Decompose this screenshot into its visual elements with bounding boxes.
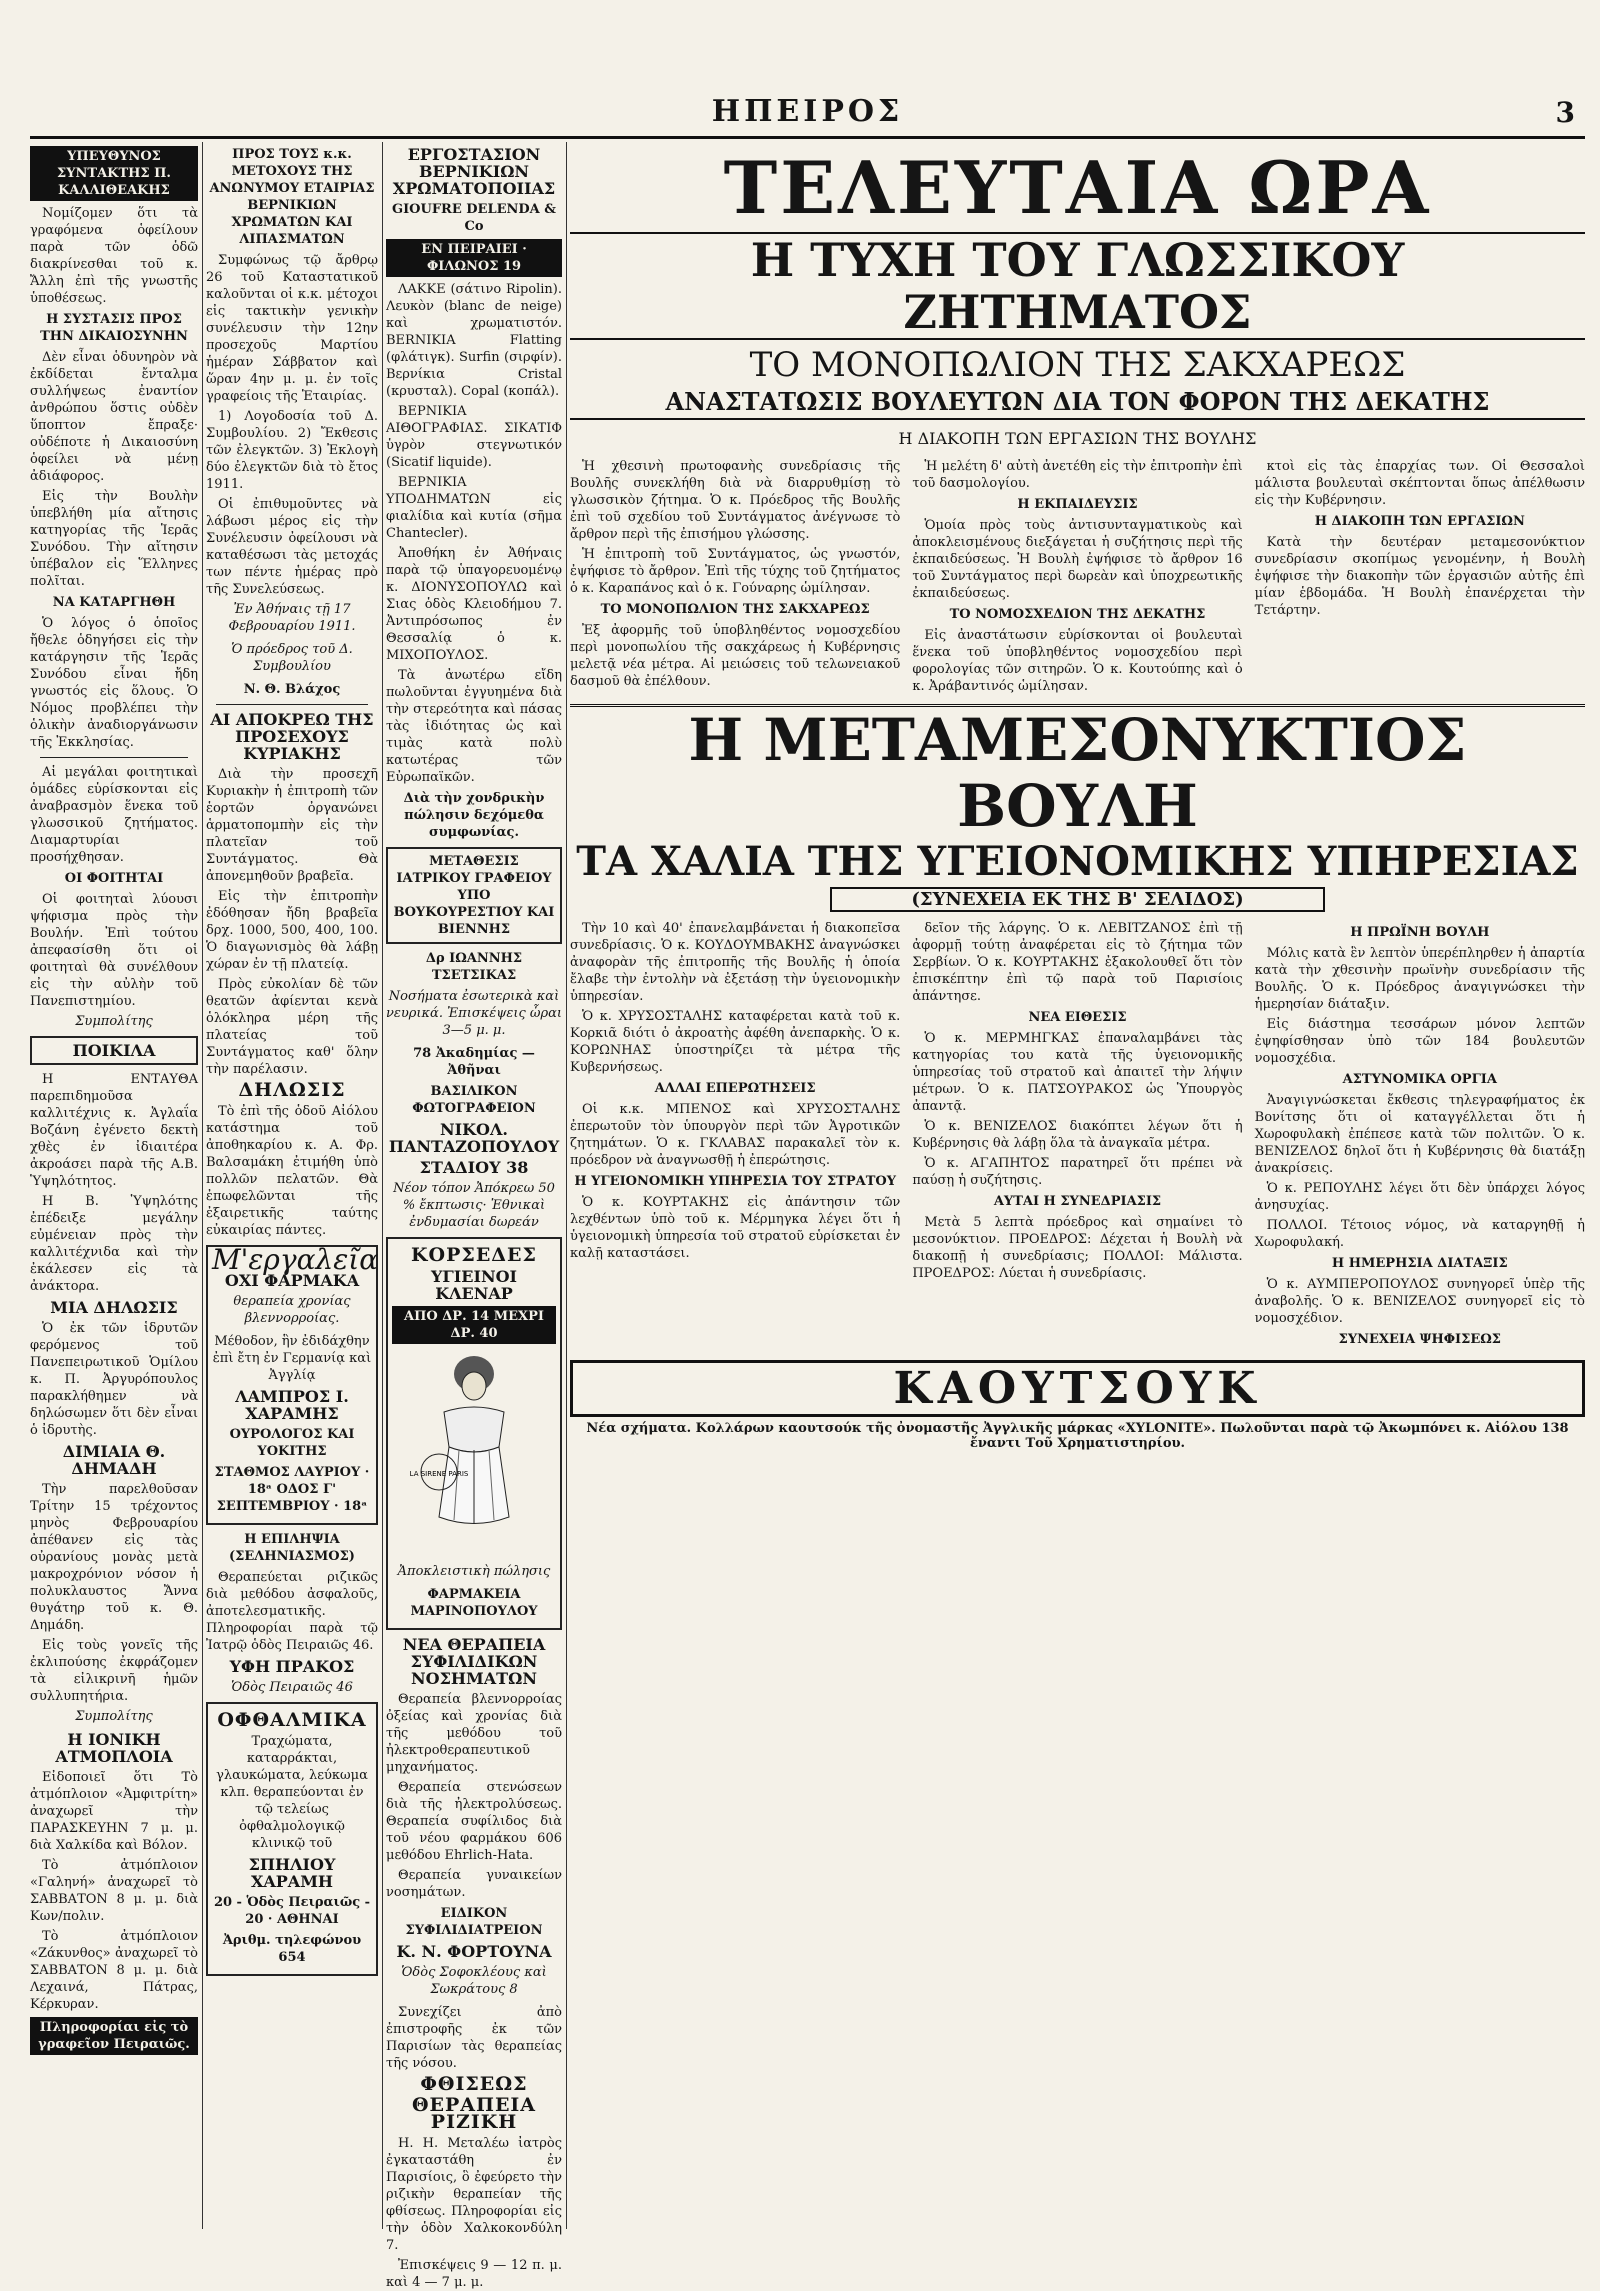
company-name: GIOUFRE DELENDA & Co [391,202,557,234]
doctor-name: Δρ ΙΩΑΝΝΗΣ ΤΣΕΤΣΙΚΑΣ [425,951,523,983]
article-heading: Η ΕΚΠΑΙΔΕΥΣΙΣ [1017,497,1138,512]
ad-name: ΛΑΜΠΡΟΣ Ι. ΧΑΡΑΜΗΣ [235,1387,349,1423]
top-story-column [912,458,1242,698]
column-rule [202,142,203,2229]
ad-title: Μ'εργαλεῖα [212,1243,379,1276]
subheadline: Η ΤΥΧΗ ΤΟΥ ΓΛΩΣΣΙΚΟΥ ΖΗΤΗΜΑΤΟΣ [570,232,1585,340]
article-text: Εἰς τὴν Βουλὴν ὑπεβλήθη μία αἴτησις κατηγορίας τῆς Ἱερᾶς Συνόδου. Τὴν αἴτησιν ὑπέβαλον εἰς Ἕλληνες πολῖται. [30,489,198,589]
article-heading: ΜΕΤΑΘΕΣΙΣ ΙΑΤΡΙΚΟΥ ΓΡΑΦΕΙΟΥ ΥΠΟ ΒΟΥΚΟΥΡΕΣΤΙΟΥ ΚΑΙ ΒΙΕΝΝΗΣ [386,847,562,944]
newspaper-title: ΗΠΕΙΡΟΣ [711,94,904,129]
article-text: ΠΟΛΛΟΙ. Τέτοιος νόμος, νὰ καταργηθῇ ἡ Χωροφυλακή. [1254,1218,1585,1250]
article-text: Διὰ τὴν προσεχῆ Κυριακὴν ἡ ἐπιτροπὴ τῶν ἑορτῶν ὀργανώνει ἁρματοπομπὴν εἰς τὴν πλατεῖαν τοῦ Συντάγματος. Θὰ ἀπονεμηθοῦν βραβεῖα. [206,767,378,884]
article-text: Ἀποθήκη ἐν Ἀθήναις παρὰ τῷ ὑπαγορευομένῳ κ. ΔΙΟΝΥΣΟΠΟΥΛΩ καὶ Σιας ὁδὸς Κλειοδήμου 7. Ἀντιπρόσωπος ἐν Θεσσαλίᾳ ὁ κ. ΜΙΧΟΠΟΥΛΟΣ. [386,546,562,663]
article-text: Η. Η. Μεταλέω ἰατρὸς ἐγκαταστάθη ἐν Παρισίοις, ὃ ἐφεύρετο τὴν ριζικὴν θεραπείαν τῆς φθίσεως. Πληροφορίαι εἰς τὴν ὁδὸν Χαλκοκονδύλη 7. [386,2136,562,2253]
article-heading: ΑΣΤΥΝΟΜΙΚΑ ΟΡΓΙΑ [1342,1072,1497,1087]
article-text: Ἀναγιγνώσκεται ἔκθεσις τηλεγραφήματος ἐκ Βονίτσης ὅτι οἱ καταγγέλλεται ὅτι ἡ Χωροφυλακὴ ἐπέπεσε κατὰ τῶν πολιτῶν. Ὁ κ. ΒΕΝΙΖΕΛΟΣ δηλοῖ ὅτι ἡ Κυβέρνησις θὰ διατάξῃ ἀνακρίσεις. [1254,1093,1585,1176]
article-heading: ΟΙ ΦΟΙΤΗΤΑΙ [64,871,164,886]
advertisement [206,1245,378,1525]
article-heading: Η ΙΟΝΙΚΗ ΑΤΜΟΠΛΟΙΑ [55,1730,173,1766]
article-text: Ὁ κ. ΧΡΥΣΟΣΤΑΛΗΣ καταφέρεται κατὰ τοῦ κ. Κορκιᾶ διότι ὁ ἀκροατὴς ἀφέθη ἀνεπαρκὴς. Ὁ κ. ΚΟΡΩΝΗΑΣ ὑποστηρίζει τὰ μέτρα τῆς Κυβερνήσεως. [570,1009,901,1075]
subheadline: ΑΝΑΣΤΑΤΩΣΙΣ ΒΟΥΛΕΥΤΩΝ ΔΙΑ ΤΟΝ ΦΟΡΟΝ ΤΗΣ ΔΕΚΑΤΗΣ [570,386,1585,420]
article-text: Ἐξ ἀφορμῆς τοῦ ὑποβληθέντος νομοσχεδίου περὶ μονοπωλίου τῆς σακχάρεως ἡ Κυβέρνησις μελετᾷ νέα μέτρα. Αἱ μειώσεις τοῦ τελωνειακοῦ δασμοῦ θὰ ἐπέλθουν. [570,623,901,689]
article-heading: Η ΔΙΑΚΟΠΗ ΤΩΝ ΕΡΓΑΣΙΩΝ [1314,514,1525,529]
ad-address: ΣΤΑΘΜΟΣ ΛΑΥΡΙΟΥ · 18ᵃ ΟΔΟΣ Γ' ΣΕΠΤΕΜΒΡΙΟΥ · 18ᵃ [214,1465,370,1514]
clinic-address: Ὁδὸς Σοφοκλέους καὶ Σωκράτους 8 [401,1965,547,1997]
headline: ΤΕΛΕΥΤΑΙΑ ΩΡΑ [723,145,1432,230]
article-heading: ΝΕΑ ΕΙΘΕΣΙΣ [1028,1010,1127,1025]
advertisement-text: Νέα σχήματα. Κολλάρων καουτσούκ τῆς ὀνομαστῆς Ἀγγλικῆς μάρκας «ΧYLONITE». Πωλοῦνται παρὰ τῷ Ἀκωμπόνει κ. Αἰόλου 138 ἔναντι Τοῦ Χρηματιστηρίου. [586,1421,1569,1451]
figure-head [462,1372,486,1400]
article-text: Η ΕΝΤΑΥΘΑ παρεπιδημοῦσα καλλιτέχνις κ. Ἀγλαΐα Βοζάνη ἐγένετο δεκτὴ χθὲς ἐν ἰδιαιτέρα ἀκροάσει παρὰ τῆς Α.Β. Ὑψηλότητος. [30,1072,198,1189]
article-text: Νοσήματα ἐσωτερικὰ καὶ νευρικά. Ἐπισκέψεις ὧραι 3—5 μ. μ. [386,989,562,1038]
company-address: ΕΝ ΠΕΙΡΑΙΕΙ · ΦΙΛΩΝΟΣ 19 [386,239,562,277]
article-text: Νομίζομεν ὅτι τὰ γραφόμενα ὁφείλουν παρὰ τῶν ὁδῶ διακρίνεσθαι τοῦ κ. Ἄλλη ἐπὶ τῆς γνωστῆς ὑποθέσεως. [30,206,198,306]
article-text: Πρὸς εὐκολίαν δὲ τῶν θεατῶν ἀφίενται κενὰ ὁλόκληρα μέρη τῆς πλατείας τοῦ Συντάγματος καθ' ὅλην τὴν παρέλασιν. [206,977,378,1077]
article-text: Ὁ κ. ΑΥΜΠΕΡΟΠΟΥΛΟΣ συνηγορεῖ ὑπὲρ τῆς ἀναβολῆς. Ὁ κ. ΒΕΝΙΖΕΛΟΣ συνηγορεῖ εἰς τὸ νομοσχέδιον. [1254,1277,1585,1326]
advertisement-headline: ΚΑΟΥΤΣΟΥΚ [570,1360,1585,1417]
article-text: ΛΑΚΚΕ (σάτινο Ripolin). Λευκὸν (blanc de neige) καὶ χρωματιστόν. BERNIKIA Flatting (φλάτιγκ). Surfin (σιρφίν). Βερνίκια Cristal (κρυσταλ). Copal (κοπάλ). [386,282,562,399]
article-text: Τὴν παρελθοῦσαν Τρίτην 15 τρέχοντος μηνὸς Φεβρουαρίου ἀπέθανεν εἰς τὰς οὐρανίους μονὰς μετὰ μακροχρόνιον νόσον ἡ πολυκλαυστος Ἄννα θυγάτηρ τοῦ κ. Θ. Δημάδη. [30,1482,198,1633]
advertisement [206,1702,378,1976]
article-text: Νέον τόπον Ἀπόκρεω 50 % ἔκπτωσις· Ἐθνικαὶ ἐνδυμασίαι δωρεάν [393,1181,555,1230]
corset-illustration [399,1352,549,1552]
ad-address: 20 - Ὁδὸς Πειραιῶς - 20 · ΑΘΗΝΑΙ [213,1895,371,1927]
main-news-area [570,142,1585,2229]
article-heading: ΘΕΡΑΠΕΙΑ ΡΙΖΙΚΗ [411,2094,537,2133]
article-text: Οἱ κ.κ. ΜΠΕΝΟΣ καὶ ΧΡΥΣΟΣΤΑΛΗΣ ἐπερωτοῦν τὸν ὑπουργὸν περὶ τῶν Ἀγροτικῶν ζητημάτων. Ὁ κ. ΓΚΛΑΒΑΣ παρακαλεῖ τὸν κ. πρόεδρον νὰ ἀναγνωσθῇ ἡ ἐπερώτησις. [570,1102,901,1168]
parliament-column [1255,920,1585,1352]
article-text: Ὁ κ. ΡΕΠΟΥΛΗΣ λέγει ὅτι δὲν ὑπάρχει λόγος ἀνησυχίας. [1254,1181,1585,1213]
ad-phone: Ἀριθμ. τηλεφώνου 654 [222,1933,362,1965]
article-text: Τὸ ἀτμόπλοιον «Ζάκυνθος» ἀναχωρεῖ τὸ ΣΑΒΒΑΤΟΝ 8 μ. μ. διὰ Λεχαινά, Πάτρας, Κέρκυραν. [30,1929,198,2012]
top-story-column [1255,458,1585,698]
section-headline: Η ΜΕΤΑΜΕΣΟΝΥΚΤΙΟΣ ΒΟΥΛΗ [570,704,1585,839]
ad-subtitle: ΥΓΙΕΙΝΟΙ ΚΛΕΝΑΡ [431,1267,517,1303]
notice: Πληροφορίαι εἰς τὸ γραφεῖον Πειραιῶς. [30,2017,198,2055]
article-text: Η Β. Ὑψηλότης ἐπέδειξε μεγάλην εὐμένειαν πρὸς τὴν καλλιτέχνιδα καὶ τὴν ἐκάλεσεν εἰς τὰ ἀνάκτορα. [30,1194,198,1294]
article-heading: Η ΠΡΩΪΝΗ ΒΟΥΛΗ [1350,925,1490,940]
ad-title: ΚΟΡΣΕΔΕΣ [411,1244,537,1266]
top-story-column [570,458,900,698]
article-heading: Η ΥΓΕΙΟΝΟΜΙΚΗ ΥΠΗΡΕΣΙΑ ΤΟΥ ΣΤΡΑΤΟΥ [574,1174,896,1189]
article-text: ΒΕΡΝΙΚΙΑ ΑΙΘΟΓΡΑΦΙΑΣ. ΣΙΚΑΤΙΦ ὑγρὸν στεγνωτικόν (Sicatif liquide). [386,404,562,470]
section-subheadline: ΤΑ ΧΑΛΙΑ ΤΗΣ ΥΓΕΙΟΝΟΜΙΚΗΣ ΥΠΗΡΕΣΙΑΣ [576,838,1579,885]
article-text: Μόλις κατὰ ἓν λεπτὸν ὑπερέπληρθεν ἡ ἀπαρτία κατὰ τὴν χθεσινὴν πρωϊνὴν συνεδρίασιν τῆς Βουλῆς. Ὁ κ. Πρόεδρος ἀναγιγνώσκει τὴν ἡμερησίαν διάταξιν. [1254,946,1585,1012]
signature: Συμπολίτης [75,1014,153,1029]
signer: Ν. Θ. Βλάχος [243,682,341,697]
article-text: Τὰ ἀνωτέρω εἴδη πωλοῦνται ἐγγυημένα διὰ τὴν στερεότητα καὶ πάσας τὰς ἰδιότητας ὡς καὶ τιμὰς κατὰ πολὺ κατωτέρας τῶν Εὐρωπαϊκῶν. [386,668,562,785]
article-text: Ἡ ἐπιτροπὴ τοῦ Συντάγματος, ὡς γνωστόν, ἐψήφισε τὸ ἄρθρον. Ἐπὶ τῆς τύχης τοῦ ζητήματος ὁ κ. Καραπάνος καὶ ὁ κ. Γούναρης ὡμίλησαν. [570,547,901,596]
article-text: Ἐπισκέψεις 9 — 12 π. μ. καὶ 4 — 7 μ. μ. [386,2258,562,2290]
article-heading: ΕΡΓΟΣΤΑΣΙΟΝ ΒΕΡΝΙΚΙΩΝ ΧΡΩΜΑΤΟΠΟΙΙΑΣ [392,145,556,198]
signer-role: Ὁ πρόεδρος τοῦ Δ. Συμβουλίου [231,642,353,674]
ad-line: ΟΧΙ ΦΑΡΜΑΚΑ [224,1271,360,1290]
article-text: ΒΕΡΝΙΚΙΑ ΥΠΟΔΗΜΑΤΩΝ εἰς φιαλίδια καὶ κυτία (σῆμα Chantecler). [386,475,562,541]
column-rule [566,142,567,2229]
ad-address: Ὁδὸς Πειραιῶς 46 [231,1680,353,1695]
article-heading: ΔΗΛΩΣΙΣ [238,1079,346,1101]
article-text: Τὴν 10 καὶ 40' ἐπανελαμβάνεται ἡ διακοπεῖσα συνεδρίασις. Ὁ κ. ΚΟΥΔΟΥΜΒΑΚΗΣ ἀναγνώσκει ἀναφορὰν τῆς ἐπιτροπῆς τῆς Βουλῆς ἡ ὁποία ἔλαβε τὴν ἐντολὴν νὰ ἐξετάσῃ τὴν ὑγειονομικὴν ὑπηρεσίαν. [570,921,901,1004]
subheadline: Η ΔΙΑΚΟΠΗ ΤΩΝ ΕΡΓΑΣΙΩΝ ΤΗΣ ΒΟΥΛΗΣ [898,429,1257,448]
parliament-columns [570,920,1585,1352]
figure-bust [444,1407,504,1452]
article-heading: ΜΙΑ ΔΗΛΩΣΙΣ [50,1298,178,1317]
article-text: Ὁ κ. ΒΕΝΙΖΕΛΟΣ διακόπτει λέγων ὅτι ἡ Κυβέρνησις θὰ λάβῃ ὅλα τὰ ἀναγκαῖα μέτρα. [912,1119,1243,1151]
article-text: Συνεχίζει ἀπὸ ἐπιστροφῆς ἐκ τῶν Παρισίων τὰς θεραπείας τῆς νόσου. [386,2005,562,2071]
article-text: Θεραπεία γυναικείων νοσημάτων. [386,1868,562,1900]
ad-title: ΟΦΘΑΛΜΙΚΑ [217,1709,367,1731]
article-text: Θεραπεία βλεννορροίας ὀξείας καὶ χρονίας διὰ τῆς μεθόδου τοῦ ἠλεκτροθεραπευτικοῦ μηχανήματος. [386,1692,562,1775]
article-heading: ΤΟ ΝΟΜΟΣΧΕΔΙΟΝ ΤΗΣ ΔΕΚΑΤΗΣ [949,607,1206,622]
masthead [30,90,1585,139]
ad-name: ΣΠΗΛΙΟΥ ΧΑΡΑΜΗ [248,1855,336,1891]
article-text: Αἱ μεγάλαι φοιτητικαὶ ὁμάδες εὑρίσκονται εἰς ἀναβρασμὸν ἕνεκα τοῦ γλωσσικοῦ ζητήματος. Διαμαρτυρίαι προσήχθησαν. [30,765,198,865]
subheadline: ΤΟ ΜΟΝΟΠΩΛΙΟΝ ΤΗΣ ΣΑΚΧΑΡΕΩΣ [749,345,1406,385]
article-text: Θεραπεία στενώσεων διὰ τῆς ἠλεκτρολύσεως. Θεραπεία συφίλιδος διὰ τοῦ νέου φαρμάκου 606 μεθόδου Ehrlich-Hata. [386,1780,562,1863]
article-heading: ΑΥΤΑΙ Η ΣΥΝΕΔΡΙΑΣΙΣ [993,1194,1162,1209]
ad-footer: ΦΑΡΜΑΚΕΙΑ ΜΑΡΙΝΟΠΟΥΛΟΥ [410,1587,538,1619]
column-1 [30,142,198,2229]
ad-role: ΟΥΡΟΛΟΓΟΣ ΚΑΙ ΥΟΚΙΤΗΣ [229,1427,355,1459]
photographer-name: ΝΙΚΟΛ. ΠΑΝΤΑΖΟΠΟΥΛΟΥ [388,1120,560,1156]
column-2 [206,142,378,2229]
divider [40,757,188,758]
article-heading: Η ΕΠΙΛΗΨΙΑ (ΣΕΛΗΝΙΑΣΜΟΣ) [229,1532,355,1564]
article-text: Ἡ χθεσινὴ πρωτοφανὴς συνεδρίασις τῆς Βουλῆς συνεκλήθη διὰ νὰ διαρρυθμίσῃ τὸ γλωσσικὸν ζήτημα. Ὁ κ. Πρόεδρος τῆς Βουλῆς ἐπὶ τοῦ σχεδίου τοῦ Συντάγματος ἀνέγνωσε τὸ ἄρθρον περὶ τῆς ἐπισήμου γλώσσης. [570,459,901,542]
ad-name: ΥΦΗ ΠΡΑΚΟΣ [229,1657,355,1676]
signature: Συμπολίτης [75,1709,153,1724]
parliament-column [912,920,1242,1352]
article-text: δεῖον τῆς λάργης. Ὁ κ. ΛΕΒΙΤΖΑΝΟΣ ἐπὶ τῇ ἀφορμῇ τούτῃ ἀναφέρεται εἰς τὸ ζήτημα τῶν Σερβίων. Ὁ κ. ΚΟΥΡΤΑΚΗΣ ἐξακολουθεῖ ὅτι τὸν ἐπισκέπτην ἐπὶ τῷ παρὰ τοῦ Παρισίοις ἀπάντησε. [912,921,1243,1004]
ad-body: Μέθοδον, ἣν ἐδιδάχθην ἐπὶ ἔτη ἐν Γερμανίᾳ καὶ Ἀγγλίᾳ [212,1334,372,1383]
divider [216,704,368,705]
continuation-note: ΣΥΝΕΧΕΙΑ ΨΗΦΙΣΕΩΣ [1338,1332,1501,1347]
article-heading: ΠΟΙΚΙΛΑ [30,1036,198,1065]
article-text: Ὁ κ. ΚΟΥΡΤΑΚΗΣ εἰς ἀπάντησιν τῶν λεχθέντων ὑπὸ τοῦ κ. Μέρμηγκα λέγει ὅτι ἡ ὑγειονομικὴ ὑπηρεσία τοῦ στρατοῦ εὑρίσκεται ἐν καλῇ καταστάσει. [570,1195,901,1261]
corset-advertisement [386,1237,562,1630]
article-heading: ΔΙΜΙΑΙΑ Θ. ΔΗΜΑΔΗ [62,1442,166,1478]
article-text: Ἡ μελέτη δ' αὐτὴ ἀνετέθη εἰς τὴν ἐπιτροπὴν ἐπὶ τοῦ δασμολογίου. [912,459,1243,491]
article-heading: ΝΑ ΚΑΤΑΡΓΗΘΗ [52,595,176,610]
article-text: Ὁ λόγος ὁ ὁποῖος ἤθελε ὁδηγήσει εἰς τὴν κατάργησιν τῆς Ἱερᾶς Συνόδου εἶναι ἤδη γνωστός εἰς ὅλους. Ὁ Νόμος προβλέπει τὴν ὁλικὴν ἀναδιοργάνωσιν τῆς Ἐκκλησίας. [30,616,198,750]
article-text: Εἰδοποιεῖ ὅτι Τὸ ἀτμόπλοιον «Ἀμφιτρίτη» ἀναχωρεῖ τὴν ΠΑΡΑΣΚΕΥΗΝ 7 μ. μ. διὰ Χαλκίδα καὶ Βόλον. [30,1770,198,1853]
article-note: Διὰ τὴν χονδρικὴν πώλησιν δεχόμεθα συμφωνίας. [403,791,545,840]
article-heading: ΤΟ ΜΟΝΟΠΩΛΙΟΝ ΤΗΣ ΣΑΚΧΑΡΕΩΣ [600,602,870,617]
article-heading: Η ΣΥΣΤΑΣΙΣ ΠΡΟΣ ΤΗΝ ΔΙΚΑΙΟΣΥΝΗΝ [40,312,188,344]
date-line: Ἐν Ἀθήναις τῇ 17 Φεβρουαρίου 1911. [228,602,356,634]
maker-seal-label: LA SIRENE PARIS [409,1470,469,1478]
continuation-note: (ΣΥΝΕΧΕΙΑ ΕΚ ΤΗΣ Β' ΣΕΛΙΔΟΣ) [830,887,1325,912]
article-text: Εἰς τοὺς γονεῖς τῆς ἐκλιπούσης ἐκφράζομεν τὰ εἰλικρινῆ ἡμῶν συλλυπητήρια. [30,1638,198,1704]
article-text: Τὸ ἀτμόπλοιον «Γαληνή» ἀναχωρεῖ τὸ ΣΑΒΒΑΤΟΝ 8 μ. μ. διὰ Κων/πολιν. [30,1858,198,1924]
article-heading: Η ΗΜΕΡΗΣΙΑ ΔΙΑΤΑΞΙΣ [1331,1256,1508,1271]
clinic-name: Κ. Ν. ΦΟΡΤΟΥΝΑ [396,1942,552,1961]
article-text: Ὁ ἐκ τῶν ἱδρυτῶν φερόμενος τοῦ Πανεπειρωτικοῦ Ὁμίλου κ. Π. Ἀργυρόπουλος παρακλήθημεν νὰ δηλώσωμεν ὅτι δὲν εἶναι ὁ ἰδρυτὴς. [30,1321,198,1438]
article-heading: ΑΛΛΑΙ ΕΠΕΡΩΤΗΣΕΙΣ [654,1081,816,1096]
article-text: Εἰς ἀναστάτωσιν εὑρίσκονται οἱ βουλευταὶ ἕνεκα τοῦ ὑποβληθέντος νομοσχεδίου περὶ φορολογίας τῶν σιτηρῶν. Ὁ κ. Κουτούπης καὶ ὁ κ. Ἀράβαντινός ὡμίλησαν. [912,628,1243,694]
ad-price: ΑΠΟ ΔΡ. 14 ΜΕΧΡΙ ΔΡ. 40 [392,1306,556,1344]
article-text: Μετὰ 5 λεπτὰ πρόεδρος καὶ σημαίνει τὸ μεσονύκτιον. ΠΡΟΕΔΡΟΣ: Δέχεται ἡ Βουλὴ νὰ διακοπῇ ἡ συνεδρίασις; ΠΟΛΛΟΙ: Μάλιστα. ΠΡΟΕΔΡΟΣ: Λύεται ἡ συνεδρίασις. [912,1215,1243,1281]
article-text: Ὁ κ. ΑΓΑΠΗΤΟΣ παρατηρεῖ ὅτι πρέπει νὰ παύσῃ ἡ συζήτησις. [912,1156,1243,1188]
article-heading: ΕΙΔΙΚΟΝ ΣΥΦΙΛΙΔΙΑΤΡΕΙΟΝ [405,1906,543,1938]
page-number: 3 [1555,96,1575,129]
parliament-column [570,920,900,1352]
ad-line: θεραπεία χρονίας βλεννορροίας. [233,1294,351,1326]
article-text: Τὸ ἐπὶ τῆς ὁδοῦ Αἰόλου κατάστημα τοῦ ἀποθηκαρίου κ. Α. Φρ. Βαλσαμάκη ἐτιμήθη ὑπὸ πολλῶν πελατῶν. Θὰ ἐπωφελῶνται τῆς ἐξαιρετικῆς ταύτης εὐκαιρίας πάντες. [206,1104,378,1238]
article-text: 1) Λογοδοσία τοῦ Δ. Συμβουλίου. 2) Ἔκθεσις τῶν ἐλεγκτῶν. 3) Ἐκλογὴ δύο ἐλεγκτῶν διὰ τὸ ἔτος 1911. [206,409,378,492]
article-text: Οἱ φοιτηταὶ λύουσι ψήφισμα πρὸς τὴν Βουλήν. Ἐπὶ τούτου ἀπεφασίσθη ὅτι οἱ φοιτηταὶ θὰ συνέλθουν εἰς τὴν αὐλὴν τοῦ Πανεπιστημίου. [30,892,198,1009]
article-heading: ΒΑΣΙΛΙΚΟΝ ΦΩΤΟΓΡΑΦΕΙΟΝ [412,1084,536,1116]
article-heading: ΠΡΟΣ ΤΟΥΣ κ.κ. ΜΕΤΟΧΟΥΣ ΤΗΣ ΑΝΩΝΥΜΟΥ ΕΤΑΙΡΙΑΣ ΒΕΡΝΙΚΙΩΝ ΧΡΩΜΑΤΩΝ ΚΑΙ ΛΙΠΑΣΜΑΤΩΝ [209,147,375,247]
article-text: 78 Ἀκαδημίας — Ἀθῆναι [413,1046,535,1078]
column-3 [386,142,562,2290]
column-rule [382,142,383,2229]
article-text: Οἱ ἐπιθυμοῦντες νὰ λάβωσι μέρος εἰς τὴν Συνέλευσιν ὀφείλουσι νὰ καταθέσωσι τὰς μετοχάς των πέντε ἡμέρας πρὸ τῆς Συνελεύσεως. [206,497,378,597]
article-heading: ΝΕΑ ΘΕΡΑΠΕΙΑ ΣΥΦΙΛΙΔΙΚΩΝ ΝΟΣΗΜΑΤΩΝ [402,1635,546,1688]
article-text: Θεραπεύεται ριζικῶς διὰ μεθόδου ἀσφαλοῦς, ἀποτελεσματικῆς. Πληροφορίαι παρὰ τῷ Ἰατρῷ ὁδὸς Πειραιῶς 46. [206,1570,378,1653]
article-text: Ὁμοία πρὸς τοὺς ἀντισυνταγματικοὺς καὶ ἀποκλεισμένους διεξάγεται ἡ συζήτησις περὶ τῆς ἐκπαιδεύσεως. Ἡ Βουλὴ ἐψήφισε τὸ ἄρθρον 16 τοῦ Συντάγματος περὶ δωρεὰν καὶ ὑποχρεωτικῆς ἐκπαιδεύσεως. [912,518,1243,601]
photographer-address: ΣΤΑΔΙΟΥ 38 [419,1158,529,1177]
article-text: Δὲν εἶναι ὁδυνηρὸν νὰ ἐκδίδεται ἔνταλμα συλλήψεως ἐναντίον ἀνθρώπου ὅστις οὐδὲν ὕποπτον ἔπραξε· οὐδέποτε ἡ Δικαιοσύνη ὁφείλει νὰ μένῃ ἀδιάφορος. [30,350,198,484]
article-text: κτοὶ εἰς τὰς ἐπαρχίας των. Οἱ Θεσσαλοὶ μάλιστα βουλευταὶ σκέπτονται ὅπως ἀπέλθωσιν εἰς τὴν Κυβέρνησιν. [1254,459,1585,508]
article-text: Εἰς τὴν ἐπιτροπὴν ἐδόθησαν ἤδη βραβεῖα δρχ. 1000, 500, 400, 100. Ὁ διαγωνισμὸς θὰ λάβῃ χώραν ἐν τῇ πλατείᾳ. [206,889,378,972]
ad-body: Τραχώματα, καταρράκται, γλαυκώματα, λεύκωμα κλπ. θεραπεύονται ἐν τῷ τελείως ὀφθαλμολογικῷ κλινικῷ τοῦ [216,1734,368,1851]
top-story-columns [570,458,1585,698]
article-text: Εἰς διάστημα τεσσάρων μόνον λεπτῶν ἐψηφίσθησαν ὑπὸ τῶν 184 βουλευτῶν νομοσχέδια. [1254,1017,1585,1066]
article-text: Συμφώνως τῷ ἄρθρῳ 26 τοῦ Καταστατικοῦ καλοῦνται οἱ κ.κ. μέτοχοι εἰς τακτικὴν γενικὴν συνέλευσιν τὴν 12ην προσεχοῦς Μαρτίου ἡμέραν Σάββατον καὶ ὥραν 4ην μ. μ. ἐν τοῖς γραφείοις τῆς Ἑταιρίας. [206,253,378,404]
article-text: Ὁ κ. ΜΕΡΜΗΓΚΑΣ ἐπαναλαμβάνει τὰς κατηγορίας του κατὰ τῆς ὑγειονομικῆς ὑπηρεσίας τοῦ στρατοῦ καὶ ἀπαιτεῖ τὴν λήψιν μέτρων. Ὁ κ. ΠΑΤΣΟΥΡΑΚΟΣ ὡς Ὑπουργὸς ἀπαντᾷ. [912,1031,1243,1114]
editor-label: ΥΠΕΥΘΥΝΟΣ ΣΥΝΤΑΚΤΗΣ Π. ΚΑΛΛΙΘΕΑΚΗΣ [30,146,198,201]
article-text: Κατὰ τὴν δευτέραν μεταμεσονύκτιον συνεδρίασιν σκοπίμως γενομένην, ἡ Βουλὴ ἐψήφισε τὴν διακοπὴν τῶν ἐργασιῶν αὐτῆς ἐπὶ μίαν ἑβδομάδα. Ἡ Βουλὴ ἐπανέρχεται τὴν Τετάρτην. [1254,535,1585,618]
article-heading: ΑΙ ΑΠΟΚΡΕΩ ΤΗΣ ΠΡΟΣΕΧΟΥΣ ΚΥΡΙΑΚΗΣ [210,710,374,763]
article-heading: ΦΘΙΣΕΩΣ [420,2073,528,2095]
ad-footer: Ἀποκλειστικὴ πώλησις [397,1564,551,1579]
